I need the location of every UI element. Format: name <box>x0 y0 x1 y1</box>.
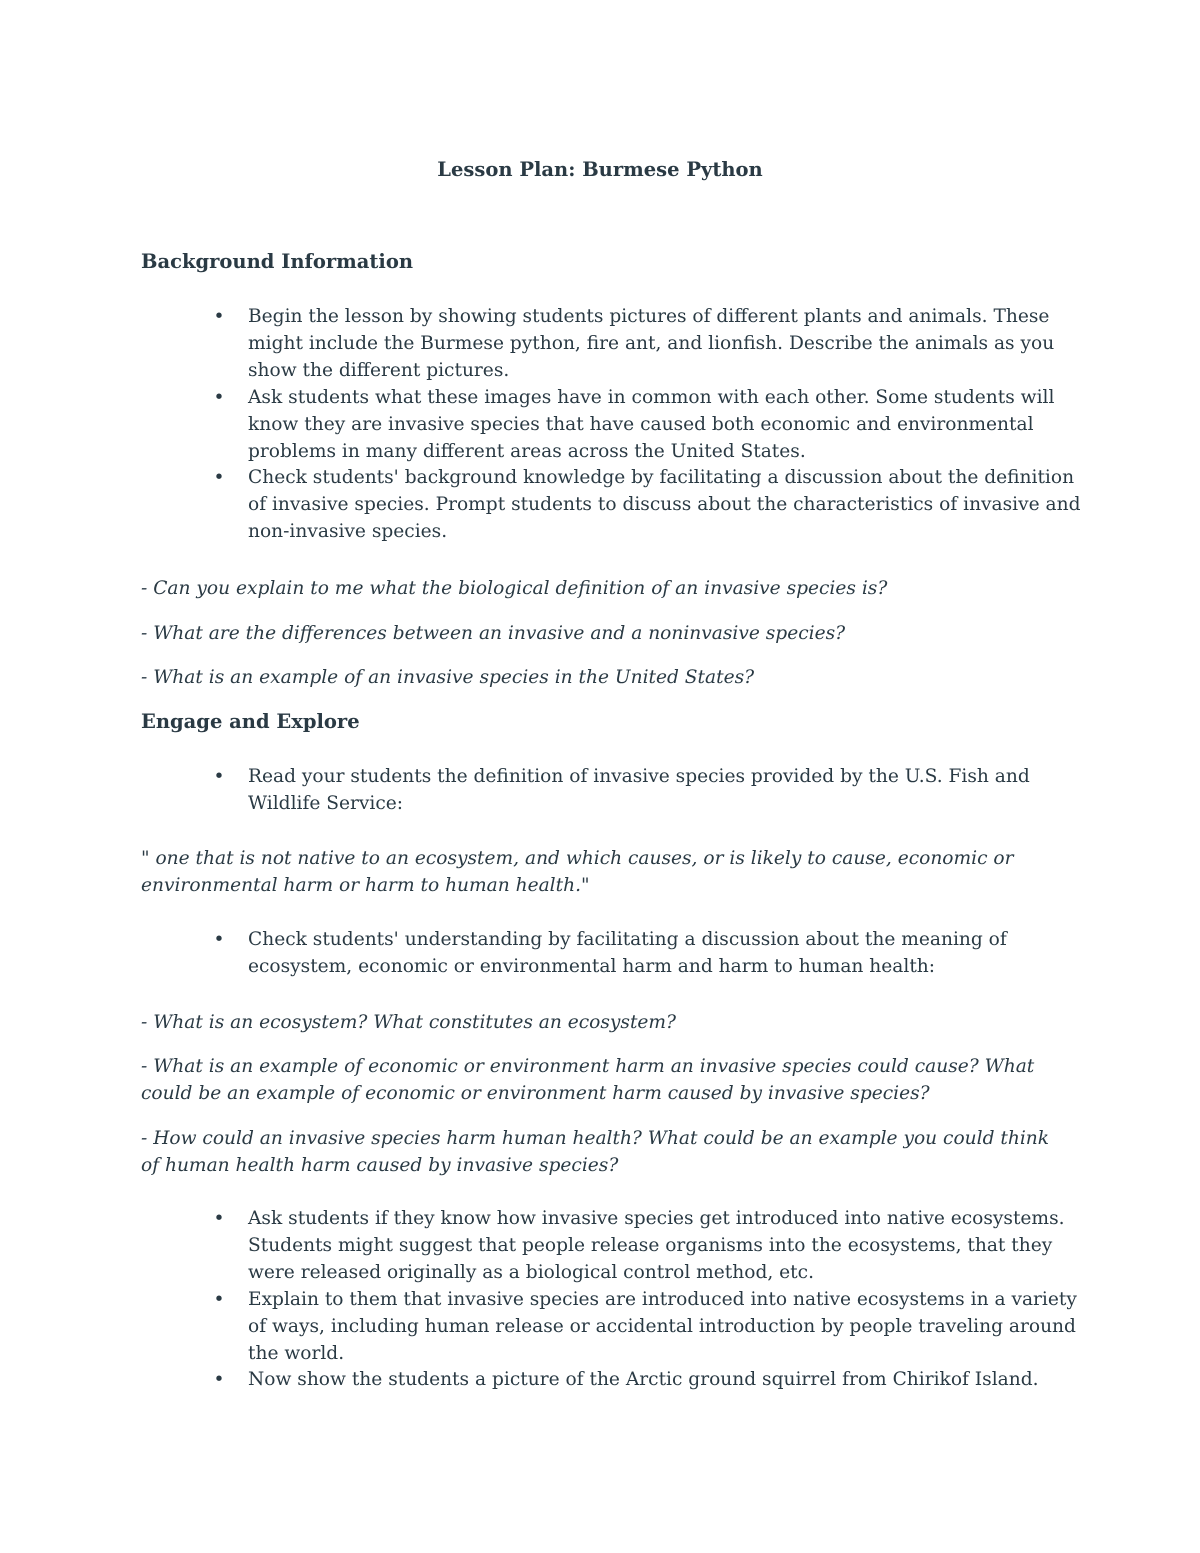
list-item: • Begin the lesson by showing students pictures of different plants and animals. These might include the Burmese python, fire ant, and lionfish. Describe the animals as you show the different pictures. <box>213 306 1055 381</box>
engage-bullet-list-1 <box>212 764 1092 818</box>
heading-background-information: Background Information <box>141 250 414 273</box>
bullet-icon: • <box>213 306 225 327</box>
heading-engage-and-explore: Engage and Explore <box>141 710 360 733</box>
page-title: Lesson Plan: Burmese Python <box>437 158 763 181</box>
discussion-question: - What is an example of an invasive species in the United States? <box>141 667 755 688</box>
list-item: • Check students' understanding by facilitating a discussion about the meaning of ecosystem, economic or environmental harm and harm to human health: <box>213 929 1007 977</box>
bullet-icon: • <box>213 1288 225 1310</box>
bullet-icon: • <box>213 467 225 489</box>
list-item: • Ask students if they know how invasive species get introduced into native ecosystems. Students might suggest that people release organisms into the ecosystems, that they were released originally as a biological control method, etc. <box>213 1208 1065 1283</box>
engage-bullet-list-3 <box>212 1206 1092 1394</box>
list-item: • Read your students the definition of invasive species provided by the U.S. Fish and Wildlife Service: <box>213 766 1030 814</box>
list-item: • Now show the students a picture of the Arctic ground squirrel from Chirikof Island. <box>212 1367 1092 1394</box>
discussion-question: - How could an invasive species harm human health? What could be an example you could think of human health harm caused by invasive species? <box>141 1128 1050 1176</box>
list-item: • Check students' background knowledge by facilitating a discussion about the definition of invasive species. Prompt students to discuss about the characteristics of invasive and non-invasive species. <box>213 467 1081 543</box>
list-item: • Explain to them that invasive species are introduced into native ecosystems in a variety of ways, including human release or accidental introduction by people traveling around the world. <box>213 1288 1077 1364</box>
definition-quote: " one that is not native to an ecosystem, and which causes, or is likely to cause, economic or environmental harm or harm to human health." <box>141 848 1014 896</box>
discussion-question: - Can you explain to me what the biological definition of an invasive species is? <box>141 578 888 599</box>
discussion-question: - What are the differences between an invasive and a noninvasive species? <box>141 623 846 644</box>
discussion-question: - What is an ecosystem? What constitutes an ecosystem? <box>141 1012 677 1033</box>
bullet-icon: • <box>213 1369 225 1391</box>
bullet-icon: • <box>213 929 225 950</box>
bullet-icon: • <box>213 766 225 787</box>
discussion-question: - What is an example of economic or environment harm an invasive species could cause? What could be an example of economic or environment harm caused by invasive species? <box>141 1056 1035 1104</box>
engage-bullet-list-2 <box>212 927 1092 981</box>
bullet-icon: • <box>213 1208 225 1229</box>
background-bullet-list <box>212 304 1092 546</box>
bullet-icon: • <box>213 386 225 408</box>
list-item: • Ask students what these images have in common with each other. Some students will know they are invasive species that have caused both economic and environmental problems in many different areas across the United States. <box>213 386 1055 462</box>
